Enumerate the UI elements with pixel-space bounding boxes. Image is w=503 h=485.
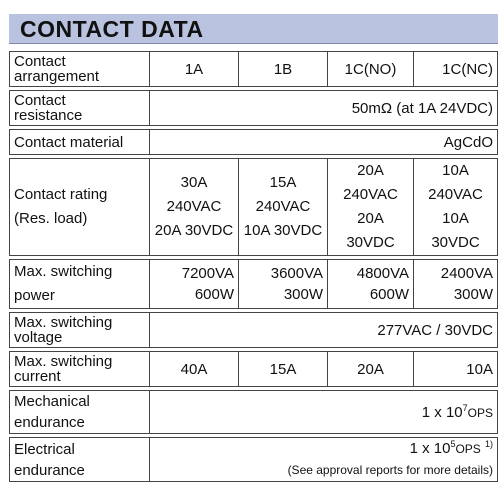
label-contact-resistance: Contact resistance <box>9 90 149 126</box>
cell-current-1b: 15A <box>238 351 327 387</box>
label-max-switching-current: Max. switching current <box>9 351 149 387</box>
cell-current-1c-no: 20A <box>327 351 413 387</box>
cell-rating-1a: 30A 240VAC 20A 30VDC <box>149 158 238 256</box>
cell-arrangement-1c-nc: 1C(NC) <box>413 51 498 87</box>
cell-contact-resistance: 50mΩ (at 1A 24VDC) <box>149 90 498 126</box>
label-contact-rating: Contact rating (Res. load) <box>9 158 149 256</box>
row-contact-arrangement <box>9 51 498 87</box>
row-mechanical-endurance <box>9 390 498 434</box>
electrical-endurance-value: 1 x $10^5OPS$ $^{1)}$ <box>409 439 493 457</box>
label-contact-arrangement: Contact arrangement <box>9 51 149 87</box>
cell-rating-1c-nc: 10A 240VAC 10A 30VDC <box>413 158 498 256</box>
label-mechanical-endurance: Mechanical endurance <box>9 390 149 434</box>
row-max-switching-current <box>9 351 498 387</box>
row-contact-rating <box>9 158 498 256</box>
label-electrical-endurance: Electrical endurance <box>9 437 149 482</box>
cell-contact-material: AgCdO <box>149 129 498 155</box>
cell-power-1c-nc: 2400VA 300W <box>413 259 498 309</box>
cell-power-1a: 7200VA 600W <box>149 259 238 309</box>
label-contact-material: Contact material <box>9 129 149 155</box>
cell-power-1c-no: 4800VA 600W <box>327 259 413 309</box>
cell-rating-1c-no: 20A 240VAC 20A 30VDC <box>327 158 413 256</box>
cell-current-1a: 40A <box>149 351 238 387</box>
row-contact-material <box>9 129 498 155</box>
cell-power-1b: 3600VA 300W <box>238 259 327 309</box>
approval-note: (See approval reports for more details) <box>287 463 493 477</box>
cell-rating-1b: 15A 240VAC 10A 30VDC <box>238 158 327 256</box>
label-max-switching-power: Max. switching power <box>9 259 149 309</box>
cell-mechanical-endurance: 1 x $10^7OPS$ <box>149 390 498 434</box>
cell-arrangement-1a: 1A <box>149 51 238 87</box>
cell-arrangement-1b: 1B <box>238 51 327 87</box>
cell-arrangement-1c-no: 1C(NO) <box>327 51 413 87</box>
row-electrical-endurance <box>9 437 498 482</box>
row-max-switching-voltage <box>9 312 498 348</box>
cell-current-1c-nc: 10A <box>413 351 498 387</box>
row-contact-resistance <box>9 90 498 126</box>
label-max-switching-voltage: Max. switching voltage <box>9 312 149 348</box>
row-max-switching-power <box>9 259 498 309</box>
section-title: CONTACT DATA <box>9 14 498 44</box>
contact-data-table <box>9 48 498 485</box>
cell-electrical-endurance <box>149 437 498 482</box>
cell-max-switching-voltage: 277VAC / 30VDC <box>149 312 498 348</box>
